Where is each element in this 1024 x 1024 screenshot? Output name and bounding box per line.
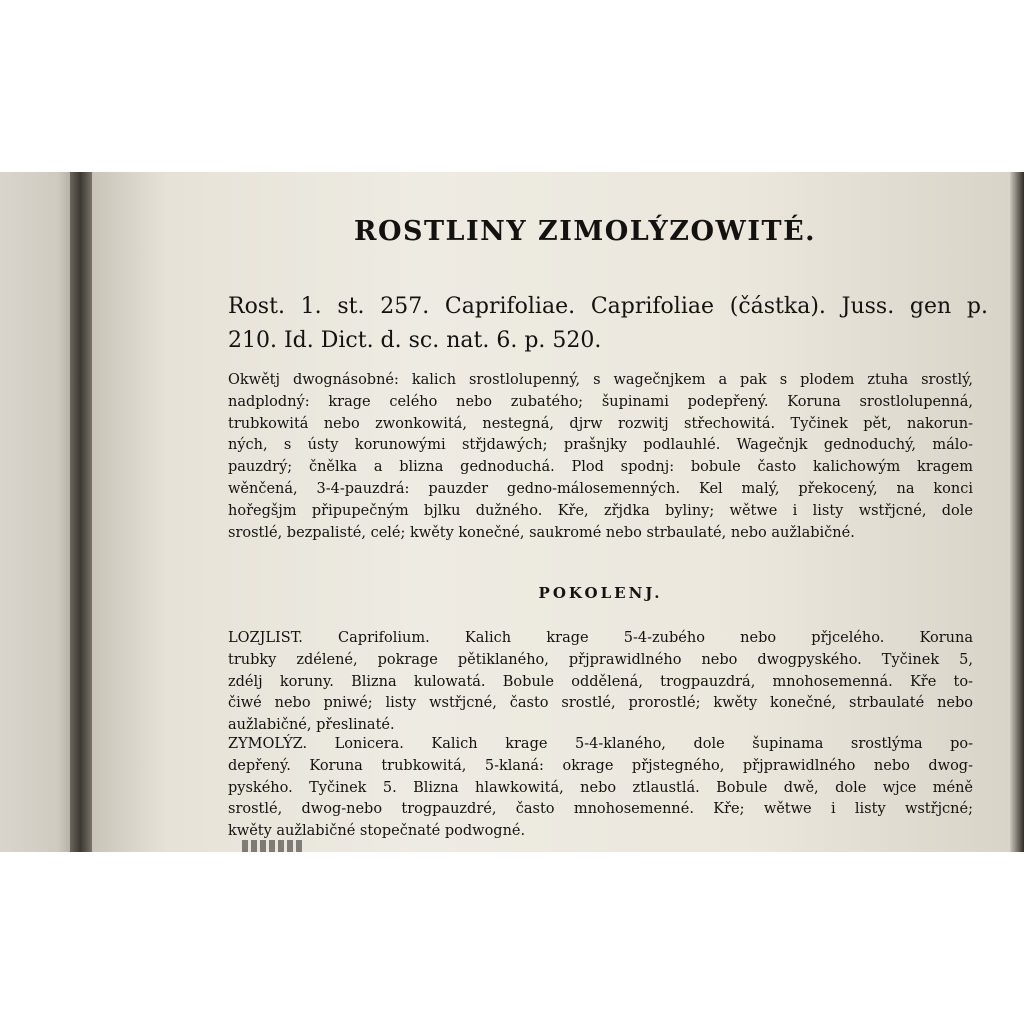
genus-line: aužlabičné, přeslinaté. xyxy=(228,717,395,734)
page-title: ROSTLINY ZIMOLÝZOWITÉ. xyxy=(354,216,817,247)
genus-line: pyského. Tyčinek 5. Blizna hlawkowitá, nebo ztlaustlá. Bobule dwě, dole wjce méně xyxy=(228,779,973,796)
family-description xyxy=(228,370,973,544)
reference-citation xyxy=(228,290,988,358)
genus-line: trubky zdélené, pokrage pětiklaného, přjprawidlného nebo dwogpyského. Tyčinek 5, xyxy=(228,651,973,668)
page-right-edge xyxy=(1010,172,1024,852)
genus-line: ZYMOLÝZ. Lonicera. Kalich krage 5-4-klaného, dole šupinama srostlýma po- xyxy=(228,736,973,752)
description-line: ných, s ústy korunowými střjdawých; prašnjky podlauhlé. Wagečnjk gednoduchý, málo- xyxy=(228,437,973,454)
section-heading: POKOLENJ. xyxy=(538,584,663,602)
description-line: srostlé, bezpalisté, celé; kwěty konečné, saukromé nebo strbaulaté, nebo aužlabičné. xyxy=(228,524,855,541)
description-line: Okwětj dwognásobné: kalich srostlolupenný, s wagečnjkem a pak s plodem ztuha srostlý, xyxy=(228,372,973,388)
genus-entry-lozjlist xyxy=(228,628,973,737)
description-line: trubkowitá nebo zwonkowitá, nestegná, djrw rozwitj střechowitá. Tyčinek pět, nakorun- xyxy=(228,415,973,432)
genus-line: kwěty aužlabičné stopečnaté podwogné. xyxy=(228,823,526,840)
genus-line: čiwé nebo pniwé; listy wstřjcné, často srostlé, prorostlé; kwěty konečné, strbaulaté nebo xyxy=(228,695,973,712)
reference-line-2: 210. Id. Dict. d. sc. nat. 6. p. 520. xyxy=(228,328,602,353)
description-line: hořegšjm připupečným bjlku dužného. Kře, zřjdka byliny; wětwe i listy wstřjcné, dole xyxy=(228,502,973,519)
book-page xyxy=(92,172,1024,852)
reference-line-1: Rost. 1. st. 257. Caprifoliae. Caprifoliae (částka). Juss. gen p. xyxy=(228,294,988,319)
description-line: pauzdrý; čnělka a blizna gednoduchá. Plod spodnj: bobule často kalichowým kragem xyxy=(228,459,973,476)
genus-line: srostlé, dwog-nebo trogpauzdré, často mnohosemenné. Kře; wětwe i listy wstřjcné; xyxy=(228,801,973,818)
cut-off-text xyxy=(242,840,302,852)
genus-entry-zymolyz xyxy=(228,734,973,843)
genus-line: LOZJLIST. Caprifolium. Kalich krage 5-4-zubého nebo přjcelého. Koruna xyxy=(228,630,973,646)
genus-line: zdélj koruny. Blizna kulowatá. Bobule oddělená, trogpauzdrá, mnohosemenná. Kře to- xyxy=(228,673,973,690)
genus-line: depřený. Koruna trubkowitá, 5-klaná: okrage přjstegného, přjprawidlného nebo dwog- xyxy=(228,757,973,774)
description-line: wěnčená, 3-4-pauzdrá: pauzder gedno-málosemenných. Kel malý, překocený, na konci xyxy=(228,480,973,497)
book-photo xyxy=(0,172,1024,852)
description-line: nadplodný: krage celého nebo zubatého; šupinami podepřený. Koruna srostlolupenná, xyxy=(228,393,973,410)
